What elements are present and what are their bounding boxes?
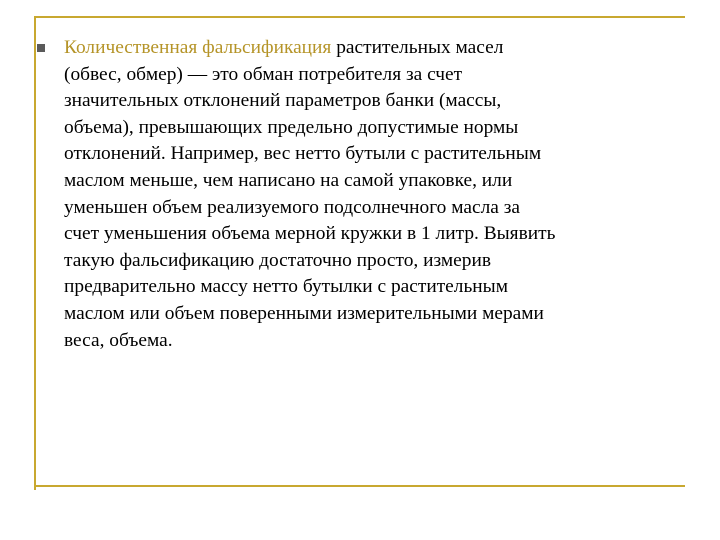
paragraph-line: значительных отклонений параметров банки (массы, bbox=[64, 90, 502, 112]
paragraph-line: отклонений. Например, вес нетто бутыли с растительным bbox=[64, 143, 542, 165]
frame-left-line bbox=[34, 16, 36, 490]
paragraph-line: объема), превышающих предельно допустимые нормы bbox=[64, 116, 519, 138]
paragraph-line: предварительно массу нетто бутылки с растительным bbox=[64, 276, 508, 298]
paragraph-line: веса, объема. bbox=[64, 329, 173, 351]
paragraph-line: (обвес, обмер) — это обман потребителя за счет bbox=[64, 63, 463, 85]
paragraph-line: маслом или объем поверенными измерительными мерами bbox=[64, 302, 544, 324]
paragraph-line: растительных масел bbox=[331, 37, 504, 58]
paragraph-line: такую фальсификацию достаточно просто, измерив bbox=[64, 249, 491, 271]
paragraph-line: счет уменьшения объема мерной кружки в 1 литр. Выявить bbox=[64, 223, 556, 245]
paragraph-line: маслом меньше, чем написано на самой упаковке, или bbox=[64, 169, 513, 191]
highlighted-term: Количественная фальсификация bbox=[64, 37, 332, 58]
bullet-square-icon bbox=[37, 44, 45, 52]
frame-top-line bbox=[34, 16, 685, 18]
paragraph-line: уменьшен объем реализуемого подсолнечного масла за bbox=[64, 196, 520, 218]
bullet-paragraph bbox=[64, 35, 704, 354]
frame-bottom-line bbox=[34, 485, 685, 487]
